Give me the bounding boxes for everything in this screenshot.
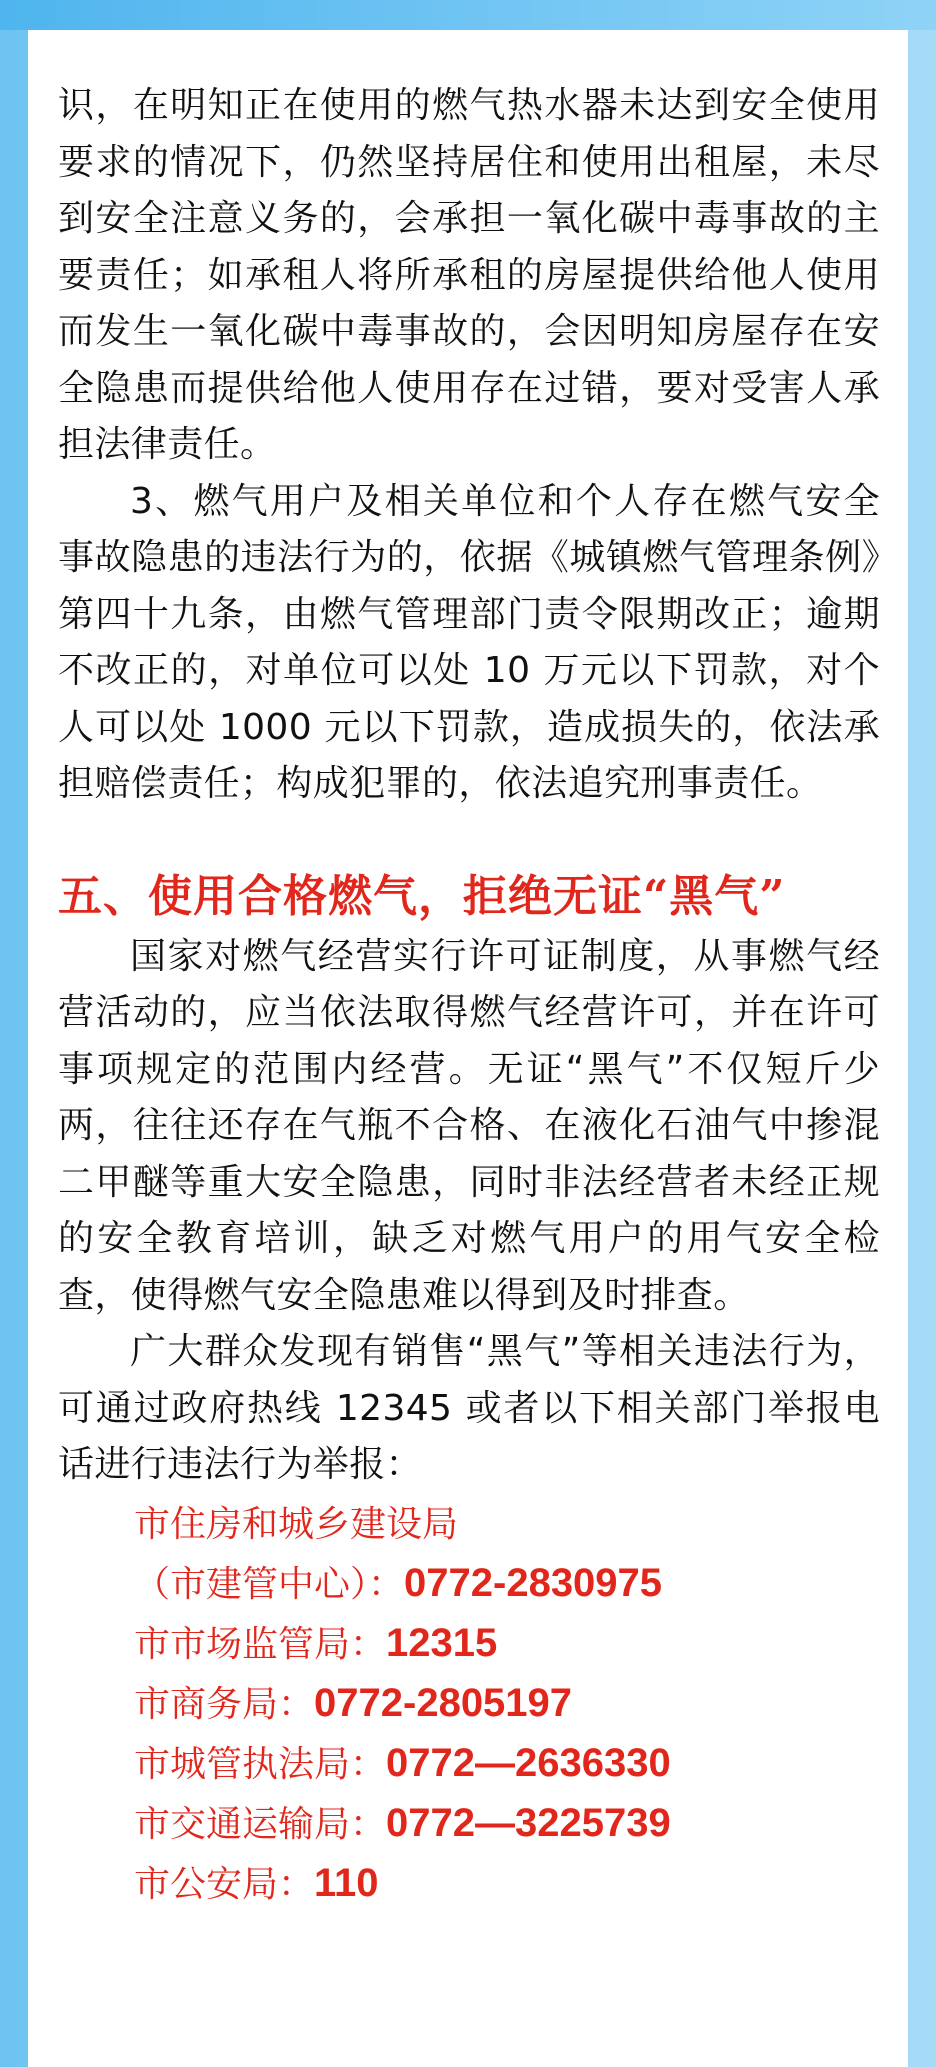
paragraph-licensing: 国家对燃气经营实行许可证制度，从事燃气经营活动的，应当依法取得燃气经营许可，并在许可事项规定的范围内经营。无证“黑气”不仅短斤少两，往往还存在气瓶不合格、在液化石油气中掺混二甲醚等重大安全隐患，同时非法经营者未经正规的安全教育培训，缺乏对燃气用户的用气安全检查，使得燃气安全隐患难以得到及时排查。	[58, 935, 880, 1316]
contact-list	[58, 1494, 880, 1914]
contact-label: 市市场监管局：	[134, 1623, 387, 1665]
contact-label: 市交通运输局：	[134, 1803, 387, 1845]
page-panel	[28, 30, 908, 2067]
contact-number: 0772-2830975	[404, 1560, 663, 1605]
contact-label: 市城管执法局：	[134, 1743, 387, 1785]
contact-item	[134, 1854, 880, 1914]
contact-item	[134, 1734, 880, 1794]
contact-number: 12315	[386, 1620, 498, 1665]
page-content	[58, 78, 880, 1914]
contact-label: 市商务局：	[134, 1683, 315, 1725]
paragraph-continued: 识，在明知正在使用的燃气热水器未达到安全使用要求的情况下，仍然坚持居住和使用出租屋，未尽到安全注意义务的，会承担一氧化碳中毒事故的主要责任；如承租人将所承租的房屋提供给他人使用而发生一氧化碳中毒事故的，会因明知房屋存在安全隐患而提供给他人使用存在过错，要对受害人承担法律责任。	[58, 85, 880, 465]
contact-number: 0772-2805197	[314, 1680, 573, 1725]
contact-label: （市建管中心）：	[134, 1563, 405, 1605]
section-heading: 五、使用合格燃气，拒绝无证“黑气”	[58, 870, 786, 922]
contact-item	[134, 1794, 880, 1854]
contact-number: 0772—3225739	[386, 1800, 671, 1845]
contact-number: 110	[314, 1860, 379, 1905]
paragraph-item-3: 3、燃气用户及相关单位和个人存在燃气安全事故隐患的违法行为的，依据《城镇燃气管理条例》第四十九条，由燃气管理部门责令限期改正；逾期不改正的，对单位可以处 10 万元以下罚款，对个人可以处 1000 元以下罚款，造成损失的，依法承担赔偿责任；构成犯罪的，依法追究刑事责任。	[58, 480, 880, 804]
contact-number: 0772—2636330	[386, 1740, 671, 1785]
contact-label: 市公安局：	[134, 1863, 315, 1905]
contact-item	[134, 1494, 880, 1554]
contact-item	[134, 1674, 880, 1734]
top-decorative-band	[0, 0, 936, 30]
contact-label: 市住房和城乡建设局	[134, 1503, 459, 1545]
contact-item	[134, 1554, 880, 1614]
paragraph-report: 广大群众发现有销售“黑气”等相关违法行为，可通过政府热线 12345 或者以下相关部门举报电话进行违法行为举报：	[58, 1331, 880, 1485]
contact-item	[134, 1614, 880, 1674]
